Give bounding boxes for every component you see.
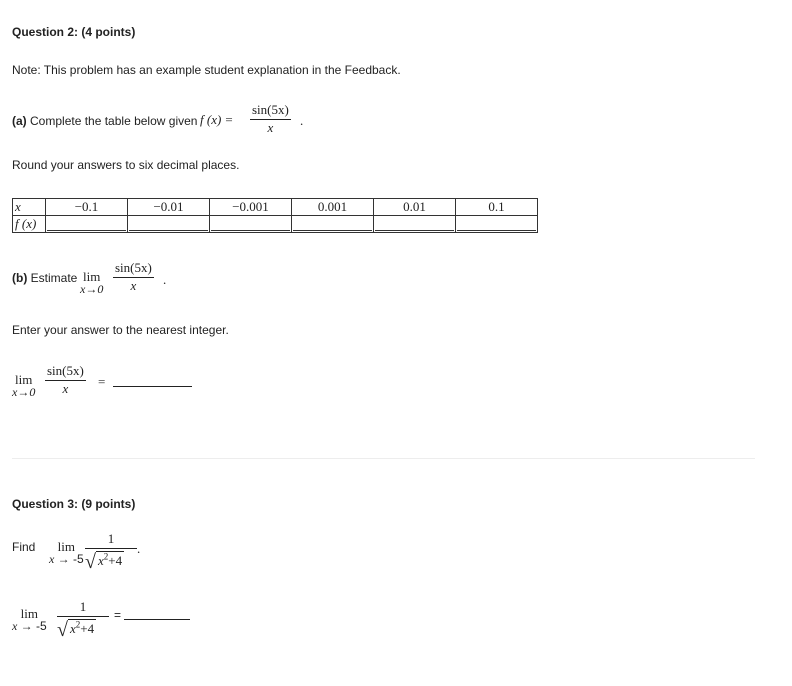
fraction-sin5x-over-x — [250, 103, 291, 135]
radical-sign: √ — [85, 551, 96, 573]
period: . — [163, 272, 167, 287]
table-header-x: x — [13, 199, 46, 216]
limit-subscript-variable: x — [12, 619, 18, 633]
radicand-constant: +4 — [80, 621, 95, 636]
part-b-prompt — [12, 271, 77, 285]
fraction-numerator: sin(5x) — [252, 102, 289, 117]
answer-blank-fx-3[interactable] — [210, 216, 292, 233]
fraction-sin5x-over-x — [113, 261, 154, 293]
radicand-exponent: 2 — [75, 619, 81, 630]
square-root — [85, 551, 140, 573]
fraction-numerator: 1 — [107, 531, 115, 546]
limit-subscript-approach: → -5 — [54, 552, 84, 566]
limit-notation — [49, 540, 84, 566]
values-table — [12, 198, 538, 233]
radicand-exponent: 2 — [103, 551, 109, 562]
answer-blank-fx-4[interactable] — [292, 216, 374, 233]
square-root — [57, 619, 112, 641]
part-a-label: (a) — [12, 114, 27, 128]
period: . — [137, 541, 141, 556]
limit-notation — [80, 270, 103, 296]
limit-notation — [12, 607, 47, 633]
fraction-bar — [57, 616, 109, 617]
limit-notation — [12, 373, 35, 399]
limit-word: lim — [20, 606, 38, 621]
find-label: Find — [12, 540, 36, 554]
fraction-numerator: 1 — [79, 599, 87, 614]
fraction-denominator: x — [130, 278, 137, 293]
limit-word: lim — [14, 372, 33, 387]
limit-answer-blank[interactable] — [113, 386, 192, 387]
answer-blank-fx-1[interactable] — [46, 216, 128, 233]
table-cell-x: −0.001 — [210, 199, 292, 216]
section-divider — [12, 458, 755, 459]
fraction-1-over-sqrt — [57, 600, 109, 618]
table-cell-x: −0.01 — [128, 199, 210, 216]
limit-subscript: x→0 — [80, 282, 104, 296]
fraction-numerator: sin(5x) — [47, 363, 84, 378]
equals-sign: = — [114, 608, 122, 622]
table-row-fx — [13, 216, 538, 233]
question-3-title: Question 3: (9 points) — [12, 497, 136, 511]
table-cell-x: 0.01 — [374, 199, 456, 216]
function-f-of-x: f (x) = — [200, 112, 234, 127]
radical-sign: √ — [57, 619, 68, 641]
period: . — [300, 113, 304, 128]
nearest-integer-instructions: Enter your answer to the nearest integer. — [12, 323, 229, 337]
limit-subscript-approach: → -5 — [17, 619, 47, 633]
limit-answer-blank[interactable] — [124, 619, 190, 620]
part-a-prompt — [12, 114, 197, 128]
radicand-constant: +4 — [108, 553, 123, 568]
part-b-label: (b) — [12, 271, 28, 285]
fraction-denominator: x — [62, 381, 69, 396]
limit-word: lim — [57, 539, 75, 554]
fraction-numerator: sin(5x) — [115, 260, 152, 275]
radicand-variable: x — [70, 621, 76, 636]
fraction-sin5x-over-x — [45, 364, 86, 396]
table-row-x — [13, 199, 538, 216]
answer-blank-fx-2[interactable] — [128, 216, 210, 233]
radicand-variable: x — [98, 553, 104, 568]
table-cell-x: 0.001 — [292, 199, 374, 216]
limit-word: lim — [82, 269, 101, 284]
table-cell-x: 0.1 — [456, 199, 538, 216]
round-instructions: Round your answers to six decimal places. — [12, 158, 240, 172]
part-a-text: Complete the table below given — [30, 114, 198, 128]
table-cell-x: −0.1 — [46, 199, 128, 216]
part-b-text: Estimate — [30, 271, 78, 285]
limit-subscript: x→0 — [12, 385, 36, 399]
fraction-1-over-sqrt — [85, 532, 137, 550]
limit-subscript-variable: x — [49, 552, 55, 566]
feedback-note: Note: This problem has an example student explanation in the Feedback. — [12, 63, 401, 77]
fraction-denominator: x — [267, 120, 274, 135]
answer-blank-fx-6[interactable] — [456, 216, 538, 233]
table-header-fx: f (x) — [13, 216, 46, 233]
answer-blank-fx-5[interactable] — [374, 216, 456, 233]
fraction-bar — [85, 548, 137, 549]
question-2-title: Question 2: (4 points) — [12, 25, 136, 39]
equals-sign: = — [98, 374, 106, 389]
